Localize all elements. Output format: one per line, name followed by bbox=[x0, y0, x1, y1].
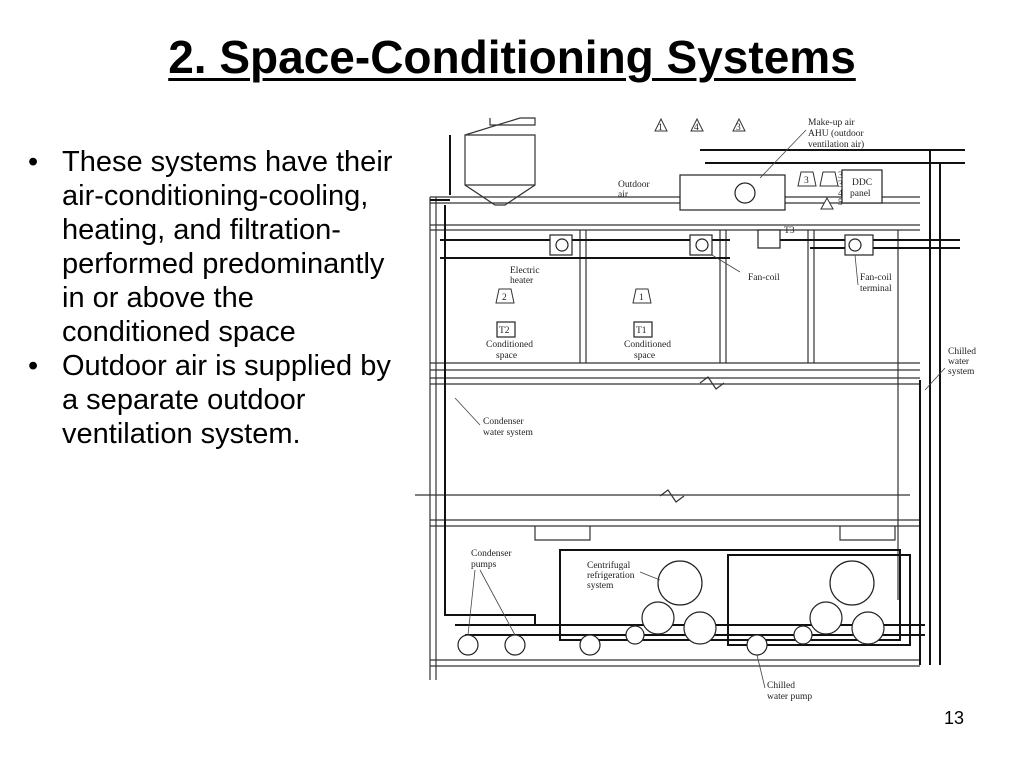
label-outdoor-air: air bbox=[618, 190, 629, 200]
label-conditioned-space: Conditioned bbox=[486, 340, 533, 350]
label-electric-heater: Electric bbox=[510, 266, 540, 276]
label-t3: T3 bbox=[784, 226, 795, 236]
leader-lines bbox=[455, 130, 945, 688]
label-chilled-water-pump: Chilled bbox=[767, 681, 795, 691]
label-chilled-water-system: Chilled bbox=[948, 347, 976, 357]
label-centrifugal-refrigeration: refrigeration bbox=[587, 571, 635, 581]
marker-label: 2 bbox=[502, 293, 507, 303]
makeup-air-ahu bbox=[680, 175, 785, 210]
label-fan-coil-terminal: terminal bbox=[860, 284, 892, 294]
slide-title: 2. Space-Conditioning Systems bbox=[168, 31, 856, 83]
label-fan-coil: Fan-coil bbox=[748, 273, 780, 283]
chiller-compressor bbox=[658, 561, 702, 605]
label-condenser-water-system: Condenser bbox=[483, 417, 524, 427]
label-makeup-air: AHU (outdoor bbox=[808, 129, 864, 139]
marker-label: 3 bbox=[838, 171, 843, 181]
chilled-water-pump bbox=[580, 635, 600, 655]
page-number: 13 bbox=[943, 708, 964, 728]
bullet-symbol: • bbox=[28, 146, 39, 178]
bullet-text: These systems have their air-conditioning-cooling, heating, and filtration-performed predominantly in or above the conditioned space bbox=[62, 146, 393, 348]
ahu-fan-icon bbox=[735, 183, 755, 203]
markers bbox=[496, 119, 838, 303]
marker-label: 5 bbox=[838, 198, 843, 208]
label-conditioned-space: Conditioned bbox=[624, 340, 671, 350]
label-centrifugal-refrigeration: Centrifugal bbox=[587, 561, 631, 571]
label-fan-coil-terminal: Fan-coil bbox=[860, 273, 892, 283]
label-t1: T1 bbox=[636, 326, 647, 336]
marker-label: 1 bbox=[639, 293, 644, 303]
label-ddc-panel: panel bbox=[850, 189, 871, 199]
label-condenser-pumps: pumps bbox=[471, 560, 497, 570]
label-makeup-air: Make-up air bbox=[808, 118, 855, 128]
chilled-water-pump bbox=[747, 635, 767, 655]
equipment bbox=[458, 170, 884, 655]
marker-label: 3 bbox=[804, 176, 809, 186]
label-condenser-water-system: water system bbox=[483, 428, 533, 438]
bullet-text: Outdoor air is supplied by a separate outdoor ventilation system. bbox=[62, 350, 391, 450]
marker-label: 3 bbox=[838, 180, 843, 190]
label-conditioned-space: space bbox=[496, 351, 518, 361]
label-centrifugal-refrigeration: system bbox=[587, 581, 614, 591]
label-condenser-pumps: Condenser bbox=[471, 549, 512, 559]
label-ddc-panel: DDC bbox=[852, 178, 873, 188]
label-chilled-water-system: water bbox=[948, 357, 970, 367]
condenser-pump bbox=[458, 635, 478, 655]
label-chilled-water-system: system bbox=[948, 367, 975, 377]
label-electric-heater: heater bbox=[510, 276, 534, 286]
chiller-compressor bbox=[830, 561, 874, 605]
label-conditioned-space: space bbox=[634, 351, 656, 361]
bullet-symbol: • bbox=[28, 350, 39, 382]
label-t2: T2 bbox=[499, 326, 510, 336]
marker-label: 4 bbox=[838, 189, 843, 199]
marker-label: 4 bbox=[694, 123, 699, 133]
label-makeup-air: ventilation air) bbox=[808, 140, 865, 150]
marker-label: 1 bbox=[658, 123, 663, 133]
marker-label: 3 bbox=[736, 123, 741, 133]
label-outdoor-air: Outdoor bbox=[618, 180, 650, 190]
condenser-pump bbox=[505, 635, 525, 655]
label-chilled-water-pump: water pump bbox=[767, 692, 813, 702]
